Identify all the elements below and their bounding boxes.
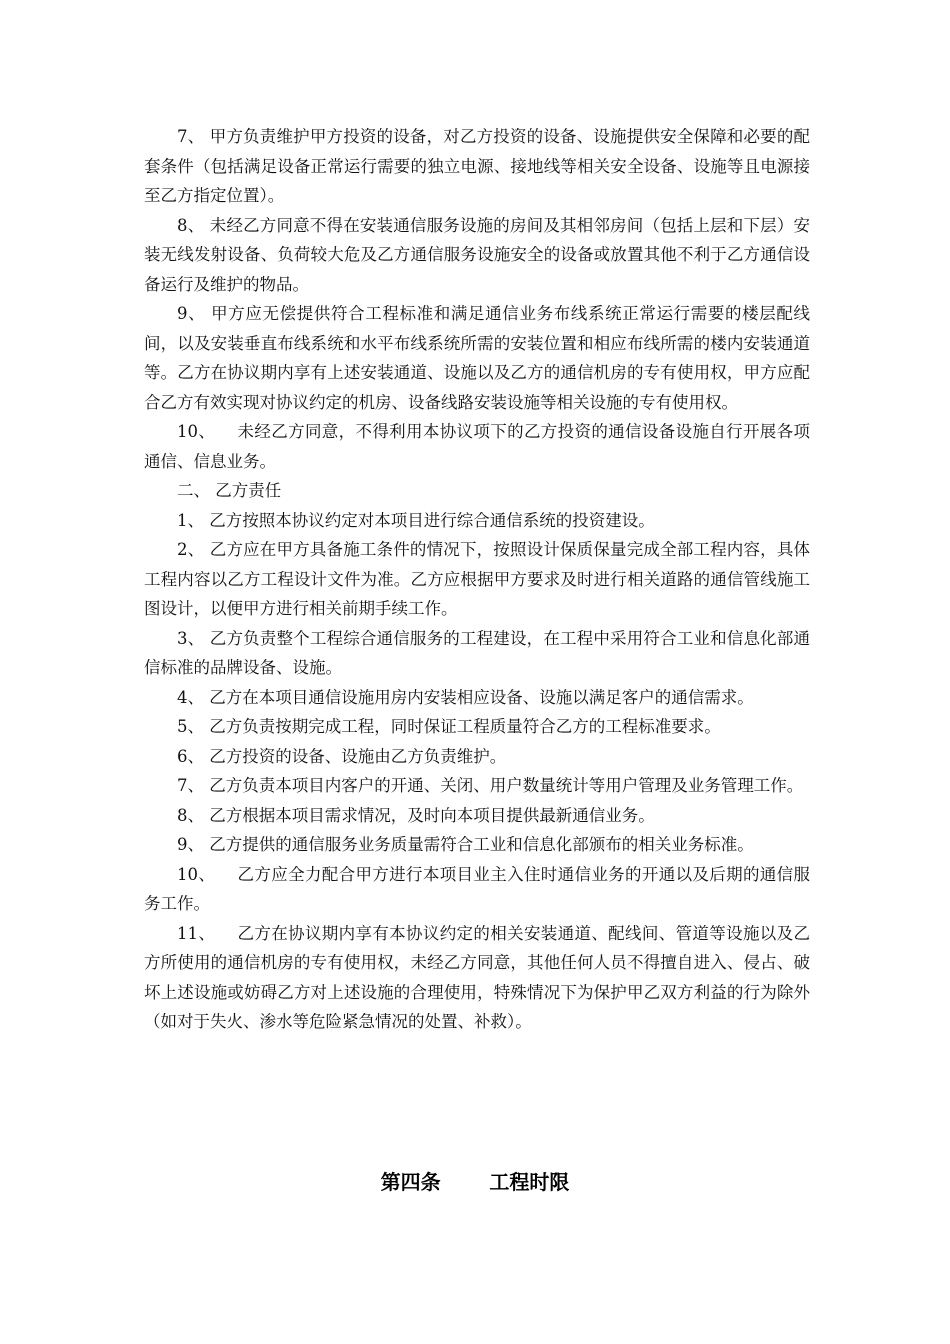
clause-paragraph: 11、 乙方在协议期内享有本协议约定的相关安装通道、配线间、管道等设施以及乙方所使用的通信机房的专有使用权，未经乙方同意，其他任何人员不得擅自进入、侵占、破坏上述设施或妨碍乙方对上述设施的合理使用，特殊情况下为保护甲乙双方利益的行为除外（如对于失火、渗水等危险紧急情况的处置、补救）。 (144, 923, 810, 1031)
clause-paragraph: 5、 乙方负责按期完成工程，同时保证工程质量符合乙方的工程标准要求。 (177, 717, 721, 736)
subsection-title: 二、 乙方责任 (177, 481, 282, 500)
clause-paragraph: 10、 乙方应全力配合甲方进行本项目业主入住时通信业务的开通以及后期的通信服务工作。 (144, 864, 810, 913)
clause-paragraph: 6、 乙方投资的设备、设施由乙方负责维护。 (177, 746, 507, 766)
clause-paragraph: 7、 甲方负责维护甲方投资的设备，对乙方投资的设备、设施提供安全保障和必要的配套条件（包括满足设备正常运行需要的独立电源、接地线等相关安全设备、设施等且电源接至乙方指定位置）。 (144, 127, 810, 205)
clause-paragraph: 7、 乙方负责本项目内客户的开通、关闭、用户数量统计等用户管理及业务管理工作。 (177, 776, 804, 795)
clause-paragraph: 3、 乙方负责整个工程综合通信服务的工程建设，在工程中采用符合工业和信息化部通信标准的品牌设备、设施。 (144, 628, 810, 677)
clause-paragraph: 1、 乙方按照本协议约定对本项目进行综合通信系统的投资建设。 (177, 510, 655, 530)
clause-paragraph: 9、 甲方应无偿提供符合工程标准和满足通信业务布线系统正常运行需要的楼层配线间，以及安装垂直布线系统和水平布线系统所需的安装位置和相应布线所需的楼内安装通道等。乙方在协议期内享有上述安装通道、设施以及乙方的通信机房的专有使用权，甲方应配合乙方有效实现对协议约定的机房、设备线路安装设施等相关设施的专有使用权。 (144, 304, 810, 412)
clause-paragraph: 8、 未经乙方同意不得在安装通信服务设施的房间及其相邻房间（包括上层和下层）安装无线发射设备、负荷较大危及乙方通信服务设施安全的设备或放置其他不利于乙方通信设备运行及维护的物品。 (144, 215, 810, 294)
clause-paragraph: 2、 乙方应在甲方具备施工条件的情况下，按照设计保质保量完成全部工程内容，具体工程内容以乙方工程设计文件为准。乙方应根据甲方要求及时进行相关道路的通信管线施工图设计，以便甲方进行相关前期手续工作。 (144, 540, 810, 618)
clause-paragraph: 9、 乙方提供的通信服务业务质量需符合工业和信息化部颁布的相关业务标准。 (177, 835, 754, 854)
clause-paragraph: 4、 乙方在本项目通信设施用房内安装相应设备、设施以满足客户的通信需求。 (177, 687, 754, 707)
document-body (144, 122, 810, 1037)
section-heading: 第四条 工程时限 (380, 1170, 570, 1194)
clause-paragraph: 8、 乙方根据本项目需求情况，及时向本项目提供最新通信业务。 (177, 805, 655, 825)
clause-paragraph: 10、 未经乙方同意，不得利用本协议项下的乙方投资的通信设备设施自行开展各项通信、信息业务。 (144, 422, 810, 471)
